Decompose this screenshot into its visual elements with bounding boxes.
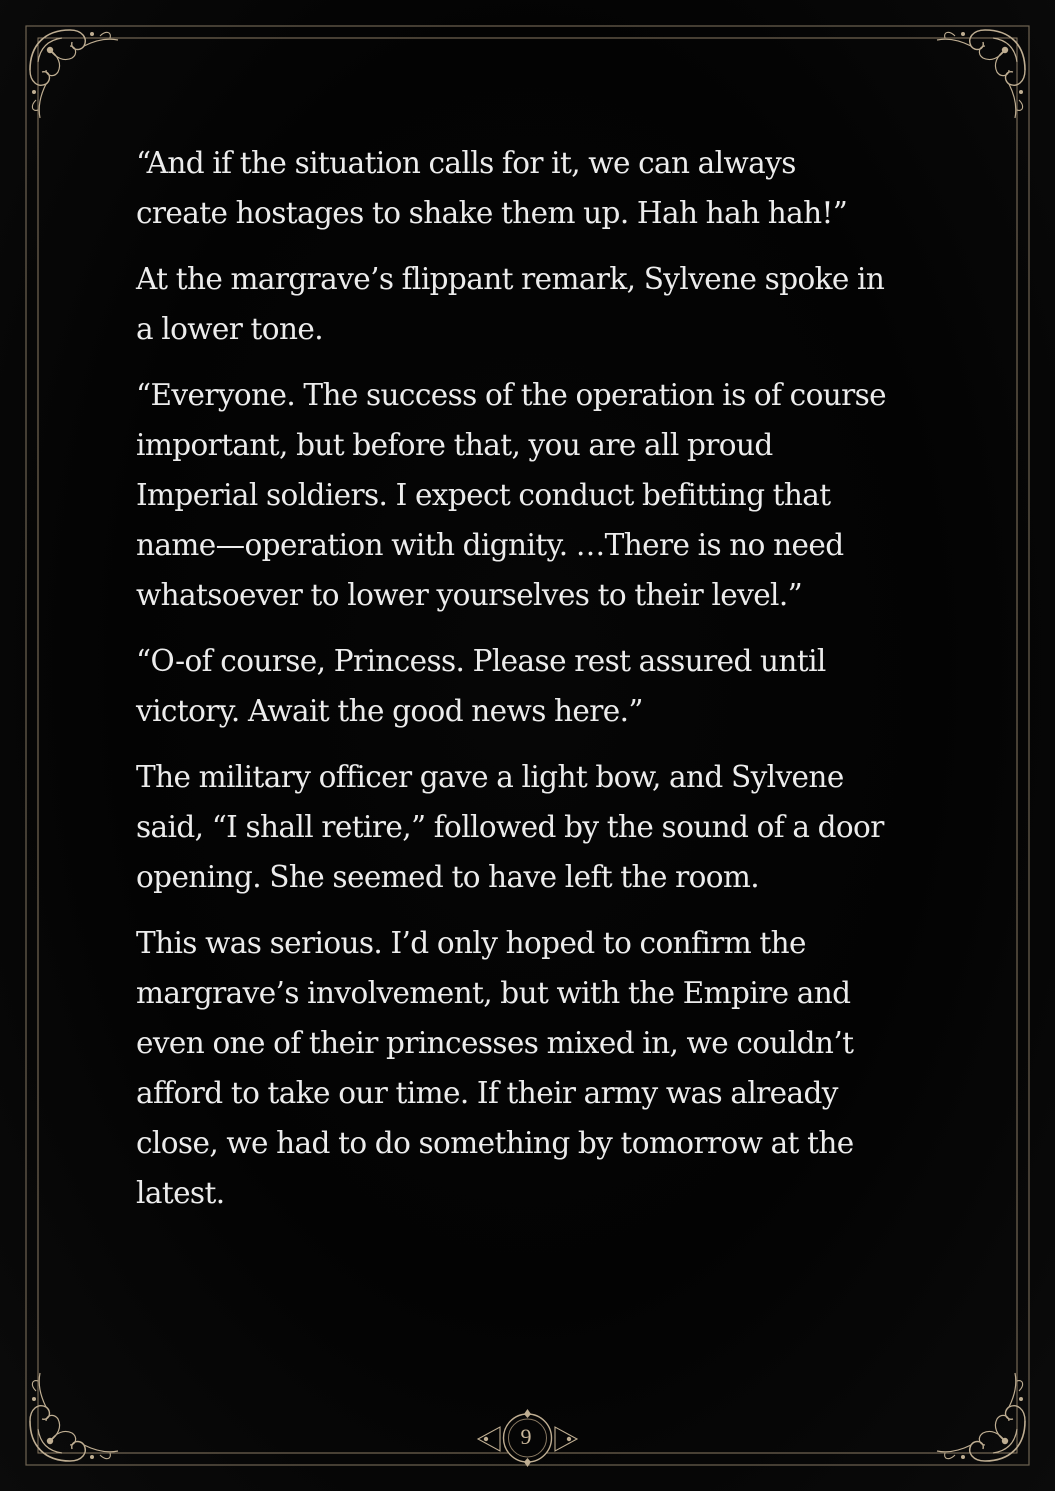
filigree-scroll-icon: [937, 30, 1025, 118]
paragraph: “O-of course, Princess. Please rest assured until victory. Await the good news here.”: [136, 644, 826, 728]
paragraph: “And if the situation calls for it, we can always create hostages to shake them up. Hah hah hah!”: [136, 146, 848, 230]
filigree-scroll-icon: [30, 30, 118, 118]
filigree-scroll-icon: [30, 1373, 118, 1461]
page-number: 9: [520, 1424, 532, 1449]
filigree-scroll-icon: [937, 1373, 1025, 1461]
paragraph: At the margrave’s flippant remark, Sylvene spoke in a lower tone.: [136, 262, 885, 346]
paragraph: The military officer gave a light bow, and Sylvene said, “I shall retire,” followed by the sound of a door opening. She seemed to have left the room.: [136, 760, 884, 894]
paragraph: This was serious. I’d only hoped to confirm the margrave’s involvement, but with the Empire and even one of their princesses mixed in, we couldn’t afford to take our time. If their army was already close, we had to do something by tomorrow at the latest.: [136, 926, 854, 1210]
body-text: [136, 138, 926, 1234]
paragraph: “Everyone. The success of the operation is of course important, but before that, you are all proud Imperial soldiers. I expect conduct befitting that name—operation with dignity. …There is no need whatsoever to lower yourselves to their level.”: [136, 378, 887, 612]
